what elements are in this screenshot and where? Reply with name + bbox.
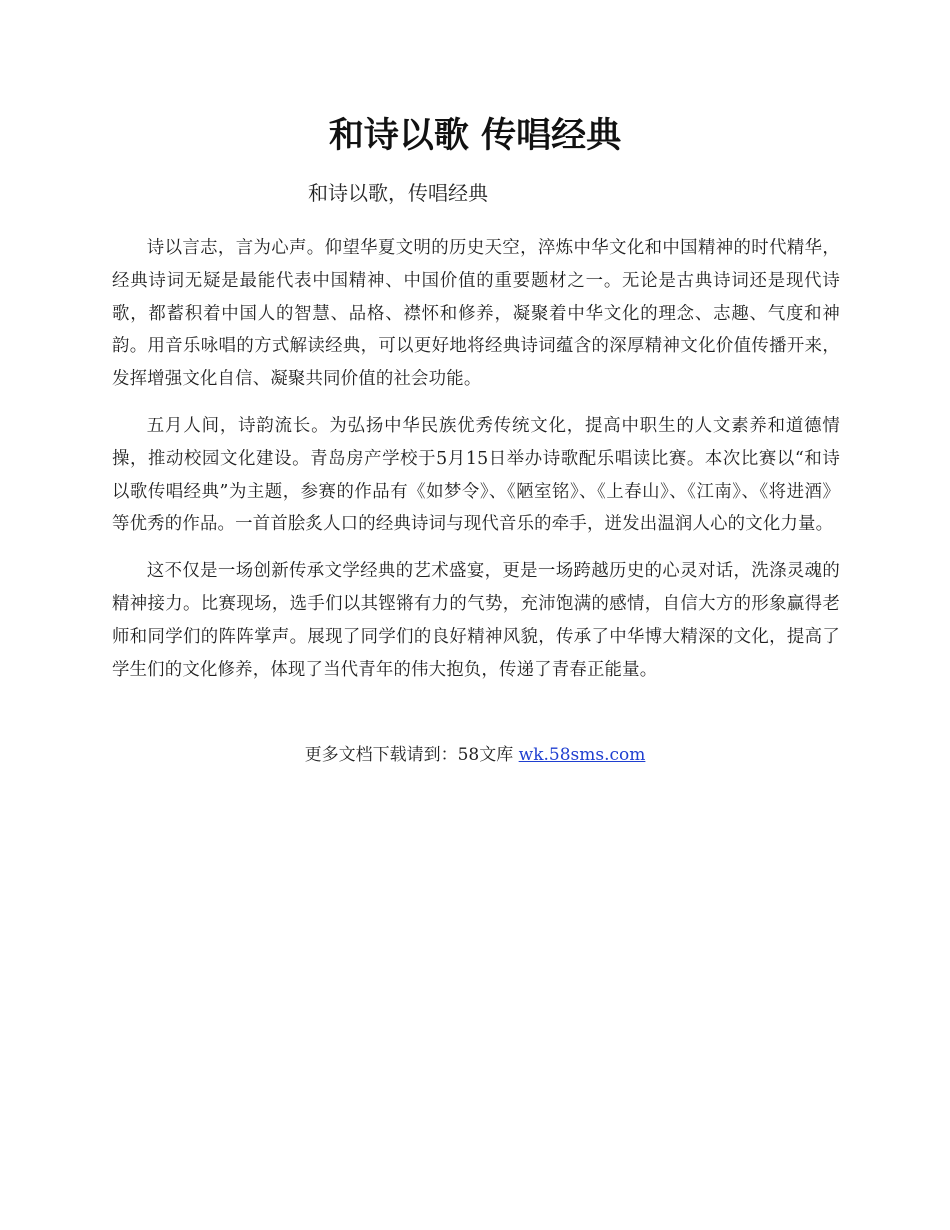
footer-link[interactable]: wk.58sms.com (518, 745, 646, 765)
footer-download-note (0, 740, 950, 770)
page-subtitle: 和诗以歌，传唱经典 (308, 181, 488, 205)
page-title: 和诗以歌 传唱经典 (328, 116, 622, 156)
paragraph-1: 诗以言志，言为心声。仰望华夏文明的历史天空，淬炼中华文化和中国精神的时代精华，经典诗词无疑是最能代表中国精神、中国价值的重要题材之一。无论是古典诗词还是现代诗歌，都蓄积着中国人的智慧、品格、襟怀和修养，凝聚着中华文化的理念、志趣、气度和神韵。用音乐咏唱的方式解读经典，可以更好地将经典诗词蕴含的深厚精神文化价值传播开来，发挥增强文化自信、凝聚共同价值的社会功能。 (112, 238, 840, 390)
paragraph-2: 五月人间，诗韵流长。为弘扬中华民族优秀传统文化，提高中职生的人文素养和道德情操，推动校园文化建设。青岛房产学校于5月15日举办诗歌配乐唱读比赛。本次比赛以“和诗以歌传唱经典”为主题，参赛的作品有《如梦令》、《陋室铭》、《上春山》、《江南》、《将进酒》等优秀的作品。一首首脍炙人口的经典诗词与现代音乐的牵手，迸发出温润人心的文化力量。 (112, 415, 840, 535)
article-body (112, 232, 840, 700)
footer-text: 更多文档下载请到：58文库 (304, 745, 519, 765)
paragraph-3: 这不仅是一场创新传承文学经典的艺术盛宴，更是一场跨越历史的心灵对话，洗涤灵魂的精神接力。比赛现场，选手们以其铿锵有力的气势，充沛饱满的感情，自信大方的形象赢得老师和同学们的阵阵掌声。展现了同学们的良好精神风貌，传承了中华博大精深的文化，提高了学生们的文化修养，体现了当代青年的伟大抱负，传递了青春正能量。 (112, 561, 840, 680)
